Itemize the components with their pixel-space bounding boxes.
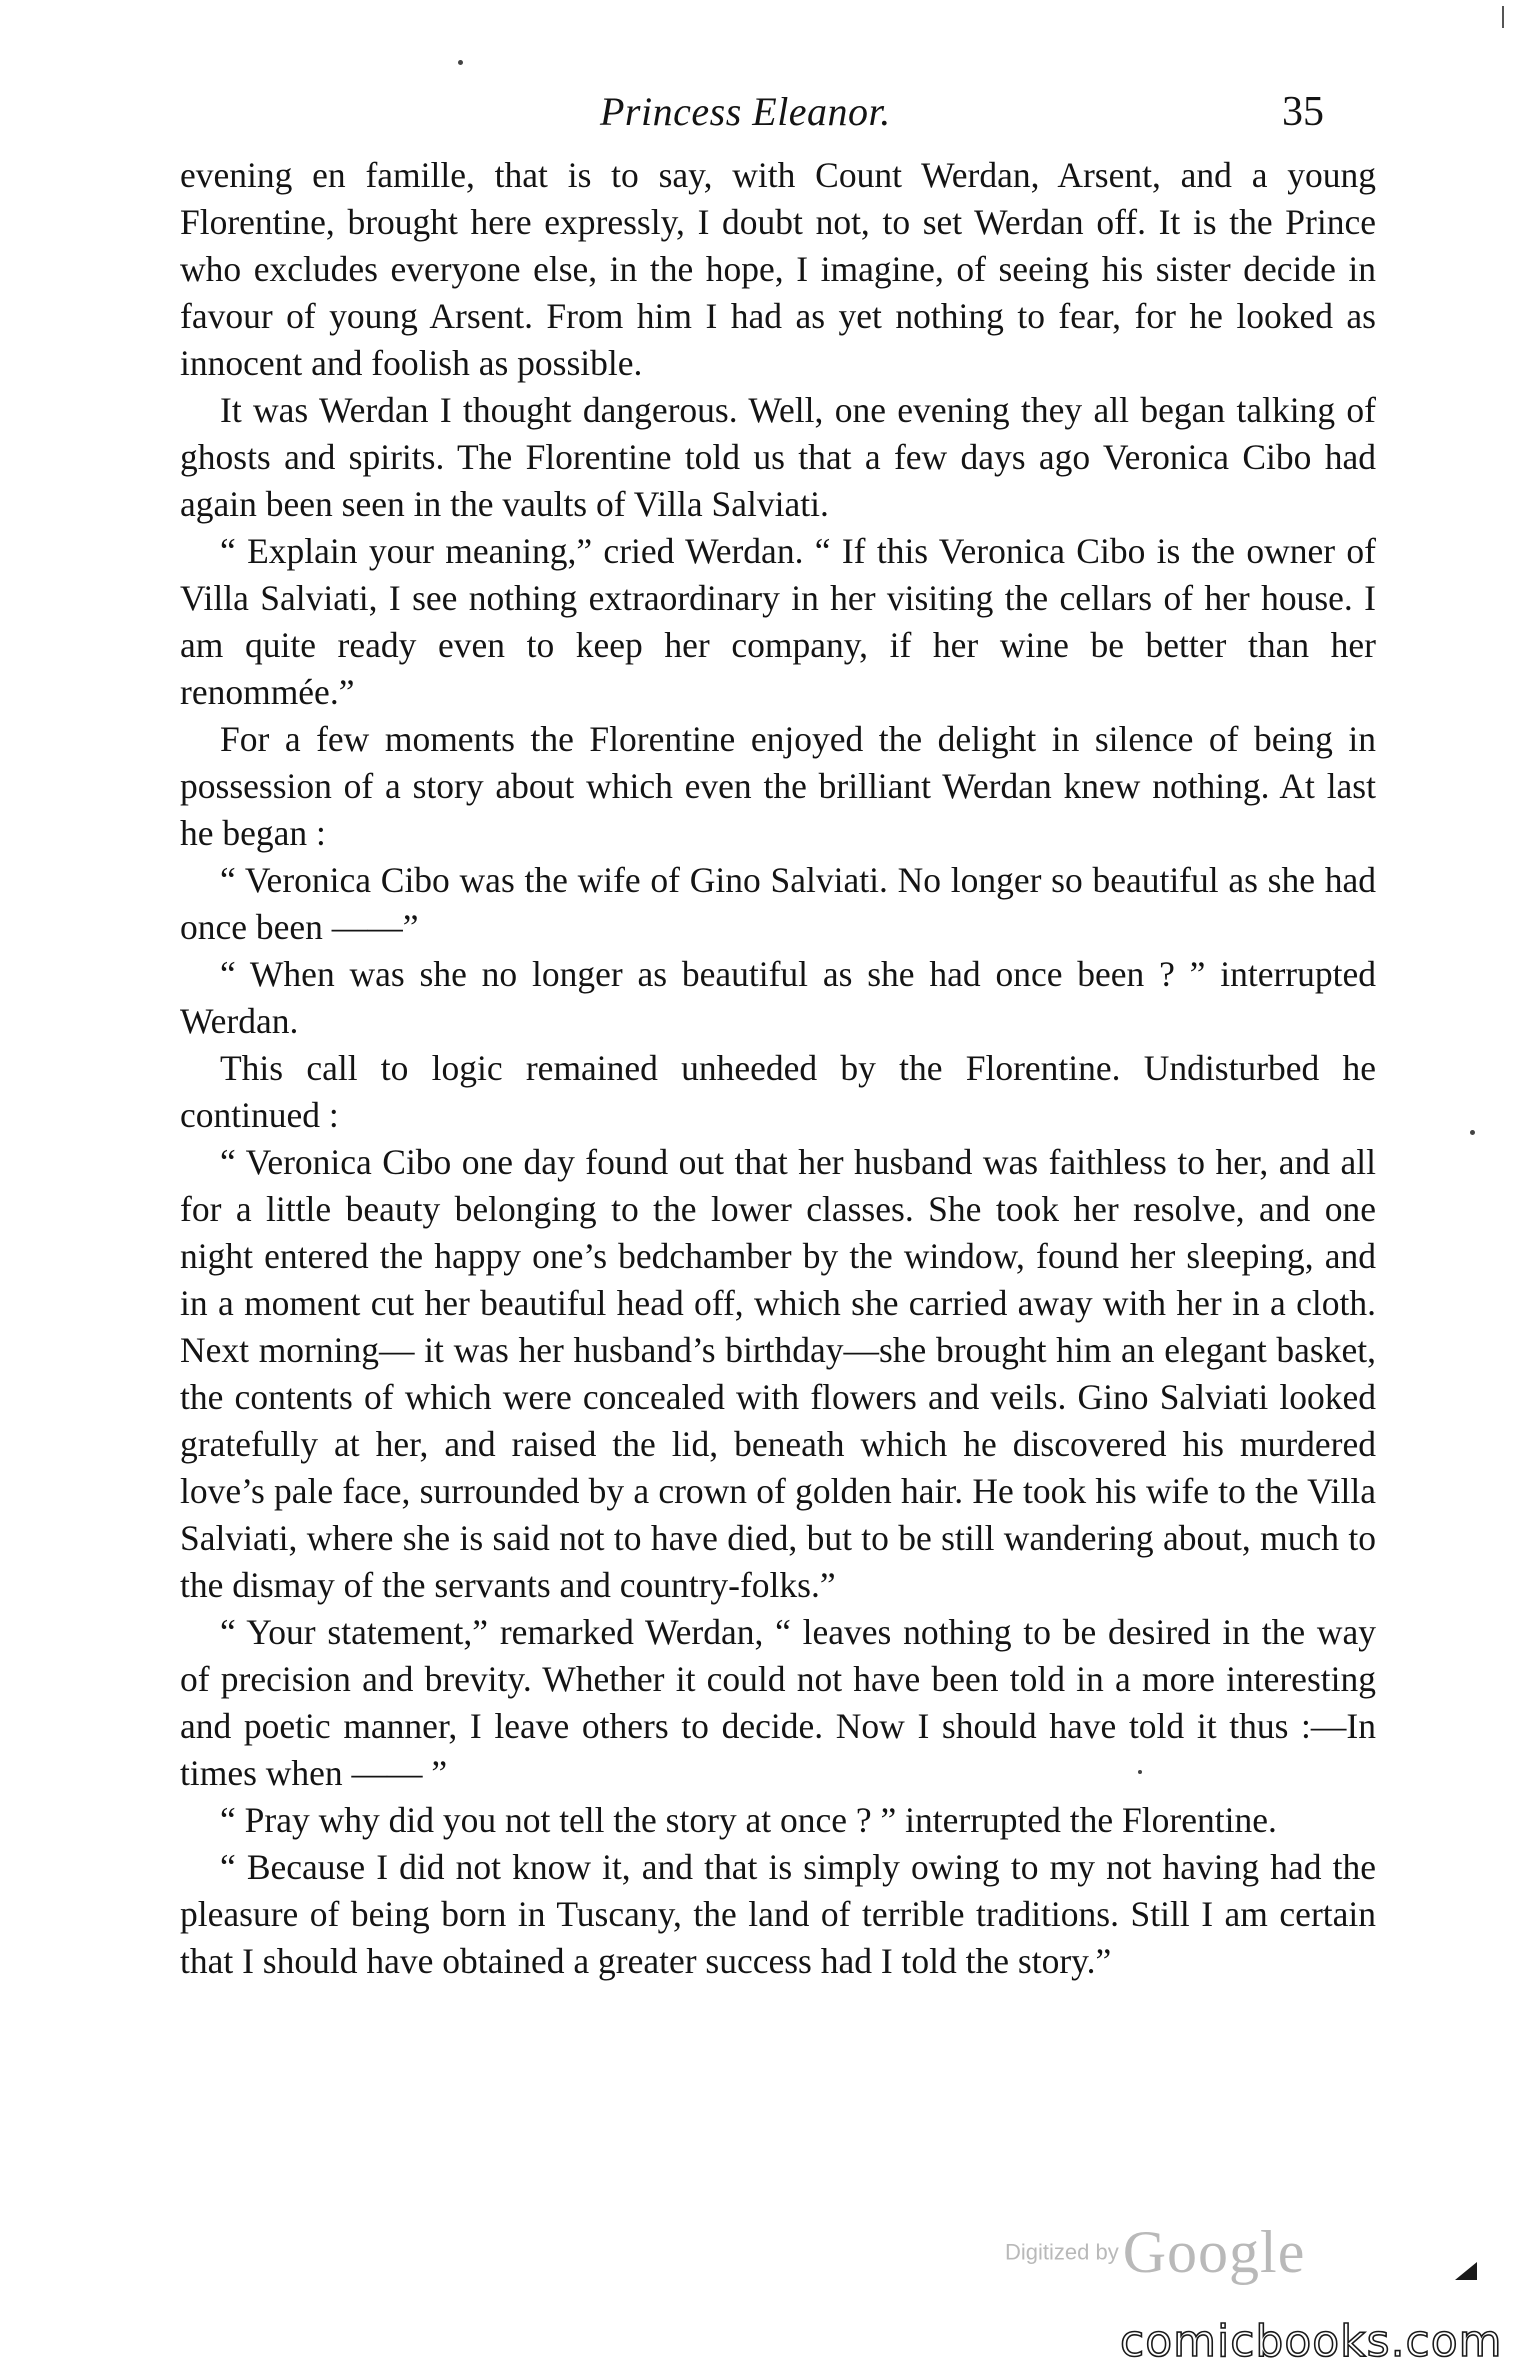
paragraph: “ Your statement,” remarked Werdan, “ leaves nothing to be desired in the way of precision and brevity. Whether it could not have been told in a more interesting and poetic manner, I leave others to decide. Now I should have told it thus :—In times when —— ”: [180, 1612, 1376, 1793]
body-text: [180, 152, 1376, 1985]
paragraph: evening en famille, that is to say, with Count Werdan, Arsent, and a young Florentine, brought here expressly, I doubt not, to set Werdan off. It is the Prince who excludes everyone else, in the hope, I imagine, of seeing his sister decide in favour of young Arsent. From him I had as yet nothing to fear, for he looked as innocent and foolish as possible.: [180, 155, 1376, 383]
paragraph: “ Veronica Cibo was the wife of Gino Salviati. No longer so beautiful as she had once been ——”: [180, 860, 1376, 947]
scan-speck: [1470, 1130, 1475, 1135]
paragraph: “ Because I did not know it, and that is simply owing to my not having had the pleasure of being born in Tuscany, the land of terrible traditions. Still I am certain that I should have obtained a greater success had I told the story.”: [180, 1847, 1376, 1981]
paragraph: It was Werdan I thought dangerous. Well, one evening they all began talking of ghosts and spirits. The Florentine told us that a few days ago Veronica Cibo had again been seen in the vaults of Villa Salviati.: [180, 390, 1376, 524]
google-logo-text: Google: [1122, 2219, 1306, 2285]
paragraph: “ Pray why did you not tell the story at once ? ” interrupted the Florentine.: [220, 1800, 1277, 1840]
page-number: 35: [1282, 89, 1324, 135]
google-watermark: [1005, 2218, 1305, 2287]
paragraph: “ Explain your meaning,” cried Werdan. “ If this Veronica Cibo is the owner of Villa Salviati, I see nothing extraordinary in her visiting the cellars of her house. I am quite ready even to keep her company, if her wine be better than her renommée.”: [180, 531, 1376, 712]
paragraph: “ Veronica Cibo one day found out that her husband was faithless to her, and all for a little beauty belonging to the lower classes. She took her resolve, and one night entered the happy one’s bedchamber by the window, found her sleeping, and in a moment cut her beautiful head off, which she carried away with her in a cloth. Next morning— it was her husband’s birthday—she brought him an elegant basket, the contents of which were concealed with flowers and veils. Gino Salviati looked gratefully at her, and raised the lid, beneath which he discovered his murdered love’s pale face, surrounded by a crown of golden hair. He took his wife to the Villa Salviati, where she is said not to have died, but to be still wandering about, much to the dismay of the servants and country-folks.”: [180, 1142, 1376, 1605]
paragraph: This call to logic remained unheeded by the Florentine. Undisturbed he continued :: [180, 1048, 1376, 1135]
scan-artifact: [1502, 6, 1504, 28]
site-watermark: comicbooks.com: [1120, 2316, 1503, 2367]
paragraph: For a few moments the Florentine enjoyed the delight in silence of being in possession of a story about which even the brilliant Werdan knew nothing. At last he began :: [180, 719, 1376, 853]
page-header: [0, 88, 1520, 148]
corner-triangle-icon: [1455, 2262, 1477, 2280]
running-title: Princess Eleanor.: [600, 89, 891, 134]
paragraph: “ When was she no longer as beautiful as she had once been ? ” interrupted Werdan.: [180, 954, 1376, 1041]
scan-speck: [458, 60, 463, 65]
digitized-by-text: Digitized by: [1005, 2239, 1119, 2265]
